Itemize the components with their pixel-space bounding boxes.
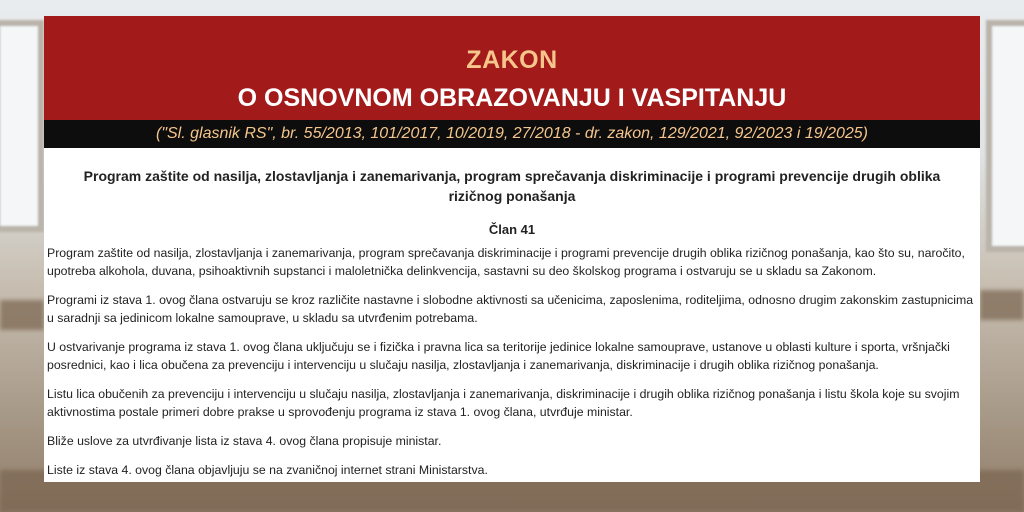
- desk: [0, 300, 44, 330]
- paragraph-3: U ostvarivanje programa iz stava 1. ovog člana uključuju se i fizička i pravna lica sa teritorije jedinice lokalne samouprave, ustanove u oblasti kulture i sporta, vršnjački posrednici, kao i lica obučena za prevenciju i intervenciju u slučaju nasilja, zlostavljanja i zanemarivanja, diskriminacije i drugih oblika rizičnog ponašanja.: [47, 340, 950, 372]
- law-title-line1: ZAKON: [466, 46, 558, 74]
- article-paragraphs: [47, 244, 980, 490]
- window-right: [986, 20, 1024, 252]
- section-title: Program zaštite od nasilja, zlostavljanja i zanemarivanja, program sprečavanja diskriminacije i programi prevencije drugih oblika rizičnog ponašanja: [83, 168, 941, 204]
- article-number: Član 41: [488, 222, 536, 237]
- paragraph-4: Listu lica obučenih za prevenciju i intervenciju u slučaju nasilja, zlostavljanja i zanemarivanja, diskriminacije i drugih oblika rizičnog ponašanja i listu škola koje su svojim aktivnostima postale primeri dobre prakse u sprovođenju programa iz stava 1. ovog člana, utvrđuje ministar.: [47, 387, 960, 419]
- law-title-line2: O OSNOVNOM OBRAZOVANJU I VASPITANJU: [237, 84, 787, 112]
- desk: [980, 290, 1024, 320]
- law-header: [44, 16, 980, 120]
- paragraph-1: Program zaštite od nasilja, zlostavljanja i zanemarivanja, program sprečavanja diskriminacije i programi prevencije drugih oblika rizičnog ponašanja, kao što su, naročito, upotreba alkohola, duvana, psihoaktivnih supstanci i maloletnička delinkvencija, sastavni su deo školskog programa i ostvaruju se u skladu sa Zakonom.: [47, 246, 965, 278]
- paragraph-5: Bliže uslove za utvrđivanje lista iz stava 4. ovog člana propisuje ministar.: [47, 434, 442, 448]
- gazette-reference: ("Sl. glasnik RS", br. 55/2013, 101/2017, 10/2019, 27/2018 - dr. zakon, 129/2021, 92/2023 i 19/2025): [44, 120, 980, 148]
- paragraph-2: Programi iz stava 1. ovog člana ostvaruju se kroz različite nastavne i slobodne aktivnosti sa učenicima, zaposlenima, roditeljima, odnosno drugim zakonskim zastupnicima u saradnji sa jedinicom lokalne samouprave, u skladu sa utvrđenim potrebama.: [47, 293, 974, 325]
- paragraph-6: Liste iz stava 4. ovog člana objavljuju se na zvaničnoj internet strani Ministarstva.: [47, 463, 488, 477]
- window-left: [0, 20, 44, 232]
- law-document: [44, 148, 980, 482]
